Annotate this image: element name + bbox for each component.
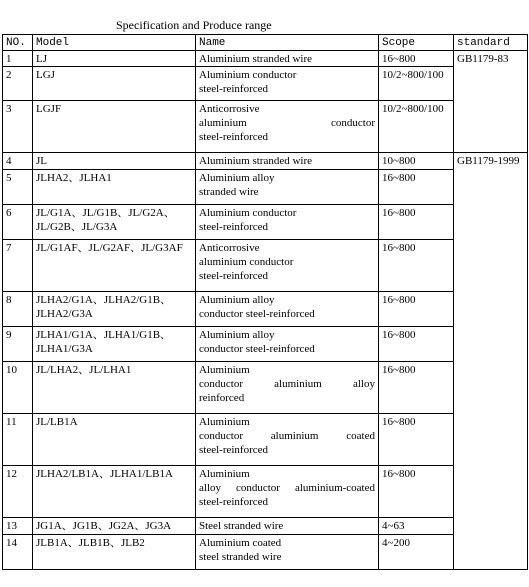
cell-line: Aluminium <box>199 364 250 376</box>
cell-no: 8 <box>3 292 33 327</box>
cell-line: Aluminium coated <box>199 537 282 549</box>
cell-name <box>196 362 379 414</box>
cell-model <box>33 51 196 67</box>
cell-line: JL/LHA2、JL/LHA1 <box>36 364 132 376</box>
table-row <box>3 240 528 292</box>
cell-no: 14 <box>3 535 33 570</box>
cell-line: LJ <box>36 53 47 65</box>
cell-no: 6 <box>3 205 33 240</box>
header-no: NO. <box>3 35 33 51</box>
cell-line: JLHA2/G3A <box>36 308 93 320</box>
cell-model <box>33 518 196 535</box>
cell-line: Aluminium alloy <box>199 329 275 341</box>
header-name: Name <box>196 35 379 51</box>
cell-line: Aluminium stranded wire <box>199 53 313 65</box>
cell-line: aluminium conductor <box>199 117 375 129</box>
cell-name <box>196 170 379 205</box>
cell-name <box>196 292 379 327</box>
cell-line: JL/G1A、JL/G1B、JL/G2A、 <box>36 207 175 219</box>
cell-model <box>33 170 196 205</box>
cell-model <box>33 466 196 518</box>
cell-line: conductor aluminium alloy <box>199 378 375 390</box>
cell-line: LGJ <box>36 69 55 81</box>
cell-line: Aluminium conductor <box>199 69 297 81</box>
cell-name <box>196 466 379 518</box>
cell-model <box>33 67 196 101</box>
cell-line: JL/G2B、JL/G3A <box>36 221 118 233</box>
cell-name <box>196 518 379 535</box>
cell-line: aluminium conductor <box>199 256 294 268</box>
cell-name <box>196 101 379 153</box>
cell-scope: 10/2~800/100 <box>379 67 454 101</box>
cell-scope: 10~800 <box>379 153 454 170</box>
cell-scope: 4~200 <box>379 535 454 570</box>
cell-line: Anticorrosive <box>199 103 260 115</box>
cell-model <box>33 535 196 570</box>
cell-line: Aluminium alloy <box>199 294 275 306</box>
cell-name <box>196 535 379 570</box>
cell-model <box>33 205 196 240</box>
cell-line: conductor steel-reinforced <box>199 343 315 355</box>
cell-scope: 4~63 <box>379 518 454 535</box>
cell-scope: 10/2~800/100 <box>379 101 454 153</box>
cell-no: 13 <box>3 518 33 535</box>
table-row <box>3 466 528 518</box>
table-row <box>3 205 528 240</box>
cell-scope: 16~800 <box>379 51 454 67</box>
table-row <box>3 153 528 170</box>
cell-line: JLHA1/G3A <box>36 343 93 355</box>
cell-line: reinforced <box>199 392 245 404</box>
table-row <box>3 327 528 362</box>
cell-line: conductor steel-reinforced <box>199 308 315 320</box>
cell-scope: 16~800 <box>379 205 454 240</box>
cell-standard: GB1179-1999 <box>454 153 528 570</box>
table-row <box>3 292 528 327</box>
cell-no: 11 <box>3 414 33 466</box>
cell-no: 7 <box>3 240 33 292</box>
cell-line: JLB1A、JLB1B、JLB2 <box>36 537 145 549</box>
table-row <box>3 518 528 535</box>
cell-line: steel-reinforced <box>199 221 269 233</box>
table-row <box>3 170 528 205</box>
cell-no: 10 <box>3 362 33 414</box>
cell-scope: 16~800 <box>379 362 454 414</box>
cell-name <box>196 67 379 101</box>
cell-line: JLHA2、JLHA1 <box>36 172 112 184</box>
cell-scope: 16~800 <box>379 240 454 292</box>
cell-line: Aluminium stranded wire <box>199 155 313 167</box>
cell-line: stranded wire <box>199 186 259 198</box>
cell-line: JG1A、JG1B、JG2A、JG3A <box>36 520 172 532</box>
table-row <box>3 67 528 101</box>
cell-model <box>33 153 196 170</box>
cell-line: Steel stranded wire <box>199 520 284 532</box>
table-caption: Specification and Produce range <box>116 18 272 32</box>
header-row <box>3 35 528 51</box>
cell-model <box>33 414 196 466</box>
table-row <box>3 101 528 153</box>
cell-model <box>33 292 196 327</box>
cell-name <box>196 240 379 292</box>
cell-line: JLHA1/G1A、JLHA1/G1B、 <box>36 329 172 341</box>
cell-line: steel-reinforced <box>199 131 269 143</box>
cell-line: Aluminium <box>199 416 250 428</box>
header-scope: Scope <box>379 35 454 51</box>
cell-line: JLHA2/LB1A、JLHA1/LB1A <box>36 468 173 480</box>
cell-no: 9 <box>3 327 33 362</box>
cell-line: steel stranded wire <box>199 551 282 563</box>
cell-name <box>196 153 379 170</box>
cell-line: JL <box>36 155 47 167</box>
table-row <box>3 414 528 466</box>
cell-line: JLHA2/G1A、JLHA2/G1B、 <box>36 294 172 306</box>
cell-scope: 16~800 <box>379 466 454 518</box>
cell-no: 12 <box>3 466 33 518</box>
cell-line: Aluminium conductor <box>199 207 297 219</box>
cell-scope: 16~800 <box>379 292 454 327</box>
table-row <box>3 362 528 414</box>
cell-model <box>33 362 196 414</box>
cell-name <box>196 414 379 466</box>
cell-line: Anticorrosive <box>199 242 260 254</box>
cell-line: conductor aluminium coated <box>199 430 375 442</box>
table-row <box>3 535 528 570</box>
cell-name <box>196 51 379 67</box>
cell-name <box>196 205 379 240</box>
specification-table <box>2 34 528 570</box>
cell-no: 2 <box>3 67 33 101</box>
cell-scope: 16~800 <box>379 414 454 466</box>
cell-name <box>196 327 379 362</box>
cell-scope: 16~800 <box>379 170 454 205</box>
cell-no: 4 <box>3 153 33 170</box>
cell-standard: GB1179-83 <box>454 51 528 153</box>
cell-no: 5 <box>3 170 33 205</box>
cell-line: steel-reinforced <box>199 83 269 95</box>
cell-model <box>33 327 196 362</box>
cell-no: 1 <box>3 51 33 67</box>
table-row <box>3 51 528 67</box>
cell-model <box>33 240 196 292</box>
cell-line: Aluminium <box>199 468 250 480</box>
cell-line: JL/G1AF、JL/G2AF、JL/G3AF <box>36 242 183 254</box>
cell-no: 3 <box>3 101 33 153</box>
cell-line: JL/LB1A <box>36 416 78 428</box>
cell-line: steel-reinforced <box>199 444 269 456</box>
cell-scope: 16~800 <box>379 327 454 362</box>
cell-model <box>33 101 196 153</box>
cell-line: steel-reinforced <box>199 496 269 508</box>
header-model: Model <box>33 35 196 51</box>
cell-line: LGJF <box>36 103 62 115</box>
header-standard: standard <box>454 35 528 51</box>
cell-line: steel-reinforced <box>199 270 269 282</box>
cell-line: alloy conductor aluminium-coated <box>199 482 375 494</box>
cell-line: Aluminium alloy <box>199 172 275 184</box>
